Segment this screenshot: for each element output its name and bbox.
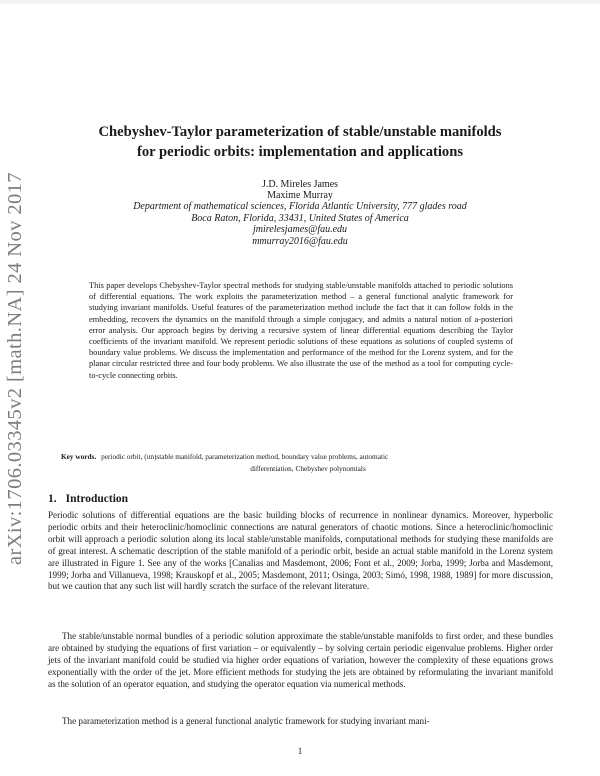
section-title: Introduction [65,493,129,505]
author-name-1: J.D. Mireles James [261,179,339,190]
author-email-1: jmirelesjames@fau.edu [252,224,348,235]
affiliation-department: Department of mathematical sciences, Florida Atlantic University, 777 glades road [133,201,467,212]
intro-paragraph-3: The parameterization method is a general functional analytic framework for studying invariant mani- [62,716,430,726]
title-line-2: for periodic orbits: implementation and applications [136,144,464,160]
arxiv-stamp: arXiv:1706.03345v2 [math.NA] 24 Nov 2017 [4,172,26,565]
title-line-1: Chebyshev-Taylor parameterization of stable/unstable manifolds [98,124,502,140]
keywords-block [61,451,545,474]
affiliation-location: Boca Raton, Florida, 33431, United States of America [191,212,409,224]
author-block [60,180,540,201]
section-number: 1. [48,493,57,505]
page-number: 1 [297,746,303,756]
top-edge-strip [0,0,600,4]
section-heading [48,492,128,506]
keywords-line-2: differentiation, Chebyshev polynomials [250,463,366,473]
affiliation-block [60,201,540,247]
author-name-2: Maxime Murray [267,189,333,201]
paper-title [60,122,540,162]
author-email-2: mmurray2016@fau.edu [252,235,348,247]
keywords-label: Key words. [61,452,97,461]
intro-paragraph-1: Periodic solutions of differential equations are the basic building blocks of recurrence in nonlinear dynamics. Moreover, hyperbolic periodic orbits and their heteroclinic/homoclinic connections are natural generators of chaotic motions. Since a heteroclinic/homoclinic orbit will approach a periodic solution along its local stable/unstable manifolds, computational methods for studying these manifolds are of great interest. A schematic description of the stable manifold of a periodic orbit, beside an actual stable manifold in the Lorenz system are illustrated in Figure 1. See any of the works [Canalias and Masdemont, 2006; Font et al., 2009; Jorba, 1999; Jorba and Masdemont, 1999; Jorba and Villanueva, 1998; Krauskopf et al., 2005; Masdemont, 2011; Osinga, 2003; Simó, 1998, 1988, 1989] for more discussion, but we caution that any such list will hardly scratch the surface of the relevant literature. [48,510,553,592]
keywords-line-1: periodic orbit, (un)stable manifold, parameterization method, boundary value problems, automatic [101,452,389,461]
abstract-text: This paper develops Chebyshev-Taylor spectral methods for studying stable/unstable manifolds attached to periodic solutions of differential equations. The work exploits the parameterization method – a general functional analytic framework for studying invariant manifolds. Useful features of the parameterization method include the fact that it can follow folds in the embedding, recovers the dynamics on the manifold through a simple conjugacy, and admits a natural notion of a-posteriori error analysis. Our approach begins by deriving a recursive system of linear differential equations describing the Taylor coefficients of the invariant manifold. We represent periodic solutions of these equations as solutions of coupled systems of boundary value problems. We discuss the implementation and performance of the method for the Lorenz system, and for the planar circular restricted three and four body problems. We also illustrate the use of the method as a tool for computing cycle-to-cycle connecting orbits. [89,281,513,380]
intro-paragraph-2: The stable/unstable normal bundles of a periodic solution approximate the stable/unstable manifolds to first order, and these bundles are obtained by studying the equations of first variation – or equivalently – by solving certain periodic eigenvalue problems. Higher order jets of the invariant manifold could be studied via higher order equations of variation, however the complexity of these equations grows exponentially with the order of the jet. More efficient methods for studying the jets are obtained by reformulating the invariant manifold as the solution of an operator equation, and studying the operator equation via numerical methods. [48,631,553,689]
